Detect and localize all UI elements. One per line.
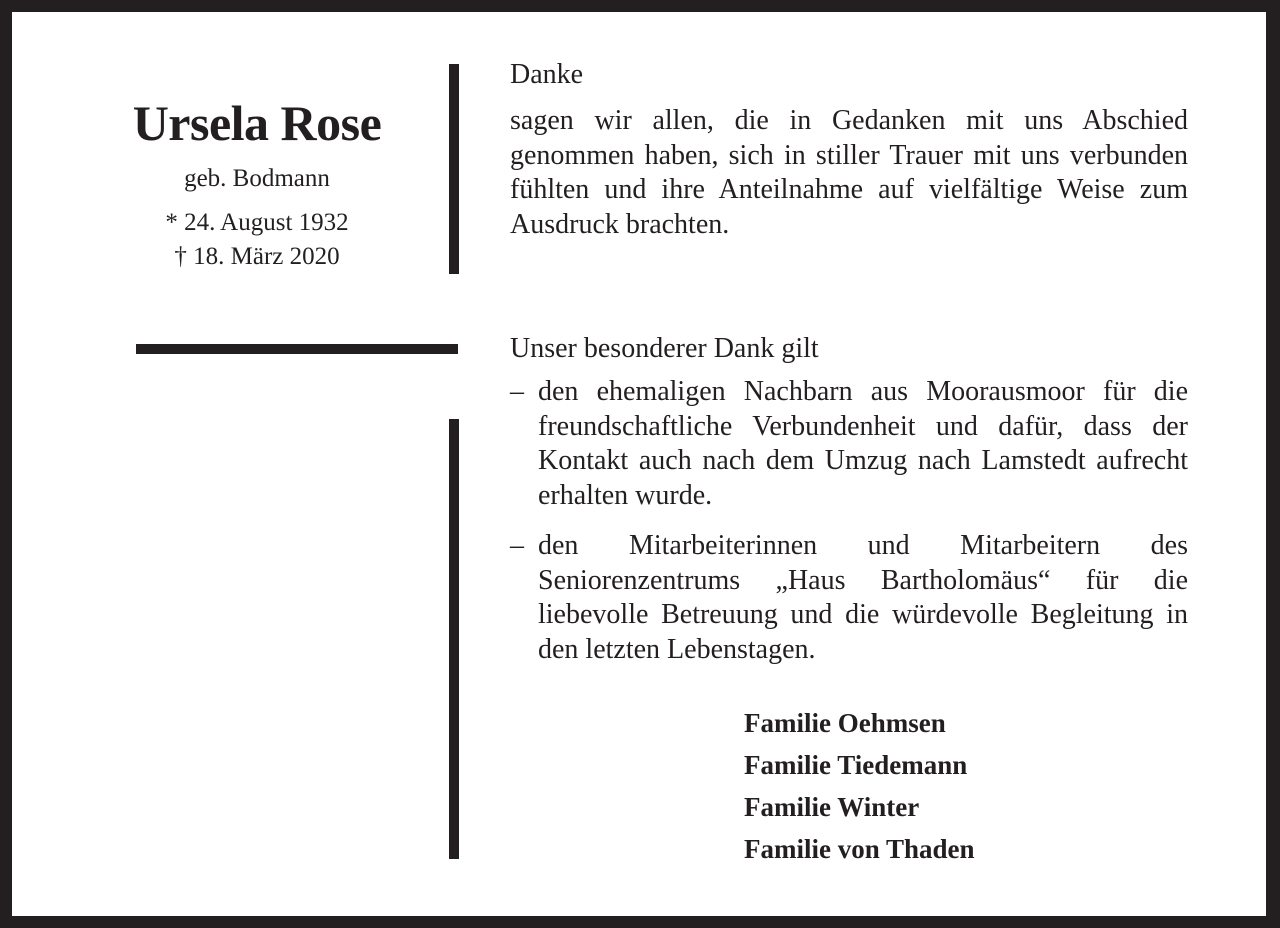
thanks-heading: Danke <box>510 59 584 90</box>
signature-list <box>744 702 975 870</box>
cross-horizontal-bar <box>136 344 458 354</box>
special-thanks-intro: Unser besonderer Dank gilt <box>510 333 819 364</box>
birth-date: * 24. August 1932 <box>165 209 349 236</box>
cross-lower-vertical-bar <box>449 419 459 859</box>
maiden-name: geb. Bodmann <box>184 165 330 192</box>
cross-upper-vertical-bar <box>449 64 459 274</box>
list-dash: – <box>510 530 524 561</box>
special-thanks-item-text: den Mitarbeiterinnen und Mitarbeitern des Seniorenzentrums „Haus Bartholomäus“ für die liebevolle Betreuung und die würdevolle Begleitung in den letzten Lebenstagen. <box>538 530 1188 665</box>
special-thanks-item-text: den ehemaligen Nachbarn aus Moorausmoor für die freundschaftliche Verbundenheit und dafür, dass der Kontakt auch nach dem Umzug nach Lamstedt aufrecht erhalten wurde. <box>538 376 1188 511</box>
obituary-card <box>12 12 1266 916</box>
death-date: † 18. März 2020 <box>174 243 340 270</box>
signature-family: Familie Oehmsen <box>744 708 946 738</box>
deceased-name: Ursela Rose <box>132 95 382 151</box>
signature-family: Familie Winter <box>744 792 920 822</box>
signature-family: Familie Tiedemann <box>744 750 968 780</box>
list-dash: – <box>510 376 524 407</box>
signature-family: Familie von Thaden <box>744 834 975 864</box>
special-thanks-item <box>510 375 1188 513</box>
thanks-body: sagen wir allen, die in Gedanken mit uns Abschied genommen haben, sich in stiller Trauer mit uns verbunden fühlten und ihre Anteilnahme auf vielfältige Weise zum Ausdruck brachten. <box>510 105 1188 240</box>
special-thanks-item <box>510 529 1188 667</box>
